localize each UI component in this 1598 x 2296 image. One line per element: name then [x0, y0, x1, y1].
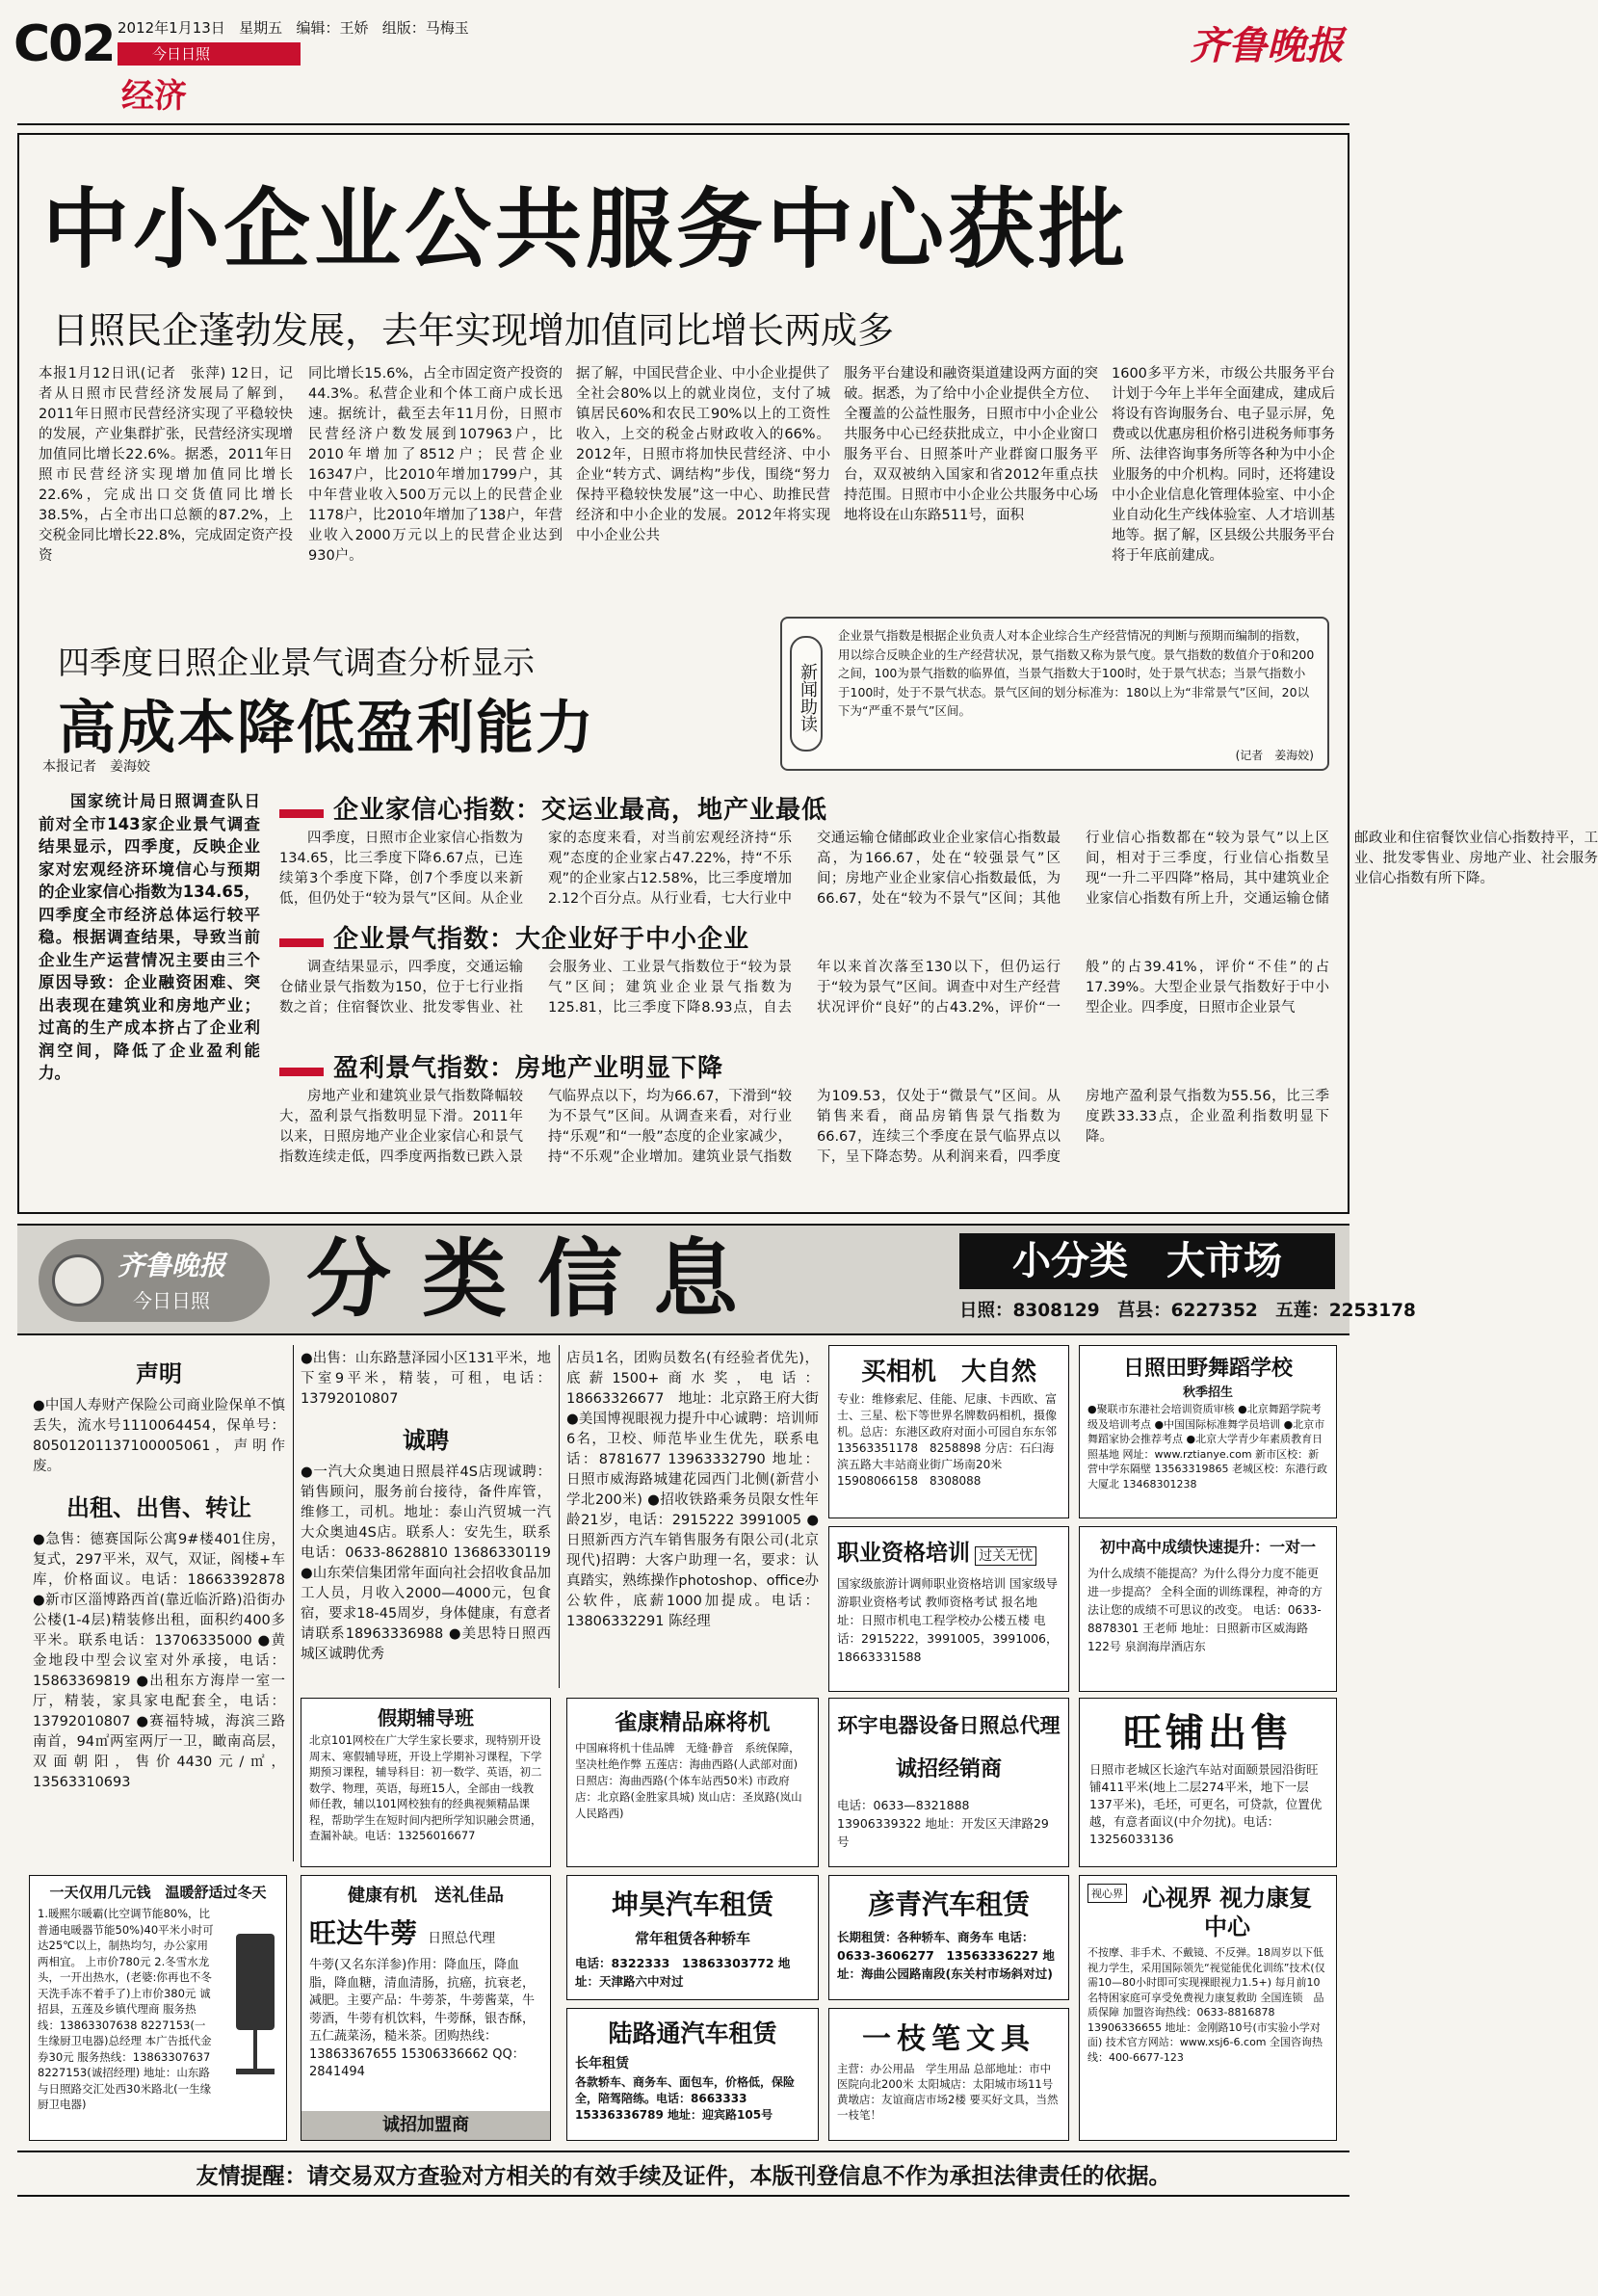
lead-text-3: 据了解，中国民营企业、中小企业提供了全社会80%以上的就业岗位，支付了城镇居民60%和农民工90%以上的工资性收入，上交的税金占财政收入的66%。2012年，日照市将加快民营经济、中小企业“转方式、调结构”步伐，围绕“努力保持平稳较快发展”这一中心、助推民营经济和中小企业的发展。2012年将实现中小企业公共 [576, 366, 830, 543]
designer: 组版：马梅玉 [381, 19, 469, 37]
classified-col-3 [566, 1345, 819, 1688]
red-bar-marker [279, 938, 324, 947]
classified-logo [39, 1239, 270, 1322]
ad-car-rental-kunhao [566, 1875, 819, 2000]
section-name: 经济 [121, 77, 187, 116]
second-headline: 高成本降低盈利能力 [58, 695, 595, 762]
ad-car2-text: 长期租赁：各种轿车、商务车 电话：0633-3606277 13563336227 地址：海曲公园路南段(东关村市场斜对过) [837, 1930, 1055, 1981]
ad-car3-text: 各款轿车、商务车、面包车，价格低，保险全，陪驾陪练。电话：8663333 15336336789 地址：迎宾路105号 [575, 2075, 796, 2122]
subsection-1-body [279, 829, 1598, 910]
subsection-3-heading: 盈利景气指数：房地产业明显下降 [333, 1054, 724, 1083]
page-header [0, 0, 1365, 133]
issue-weekday: 星期五 [239, 19, 283, 37]
classified-brand-sub: 今日日照 [133, 1289, 210, 1312]
red-bar-marker [279, 1068, 324, 1076]
lead-col-1 [39, 364, 293, 588]
page-number: C02 [13, 15, 115, 73]
lead-text-1: 本报1月12日讯(记者 张萍) 12日，记者从日照市民营经济发展局了解到，2011年日照市民营经济实现了平稳较快的发展，产业集群扩张，民营经济实现增加值同比增长22.6%。据悉，2011年日照市民营经济实现增加值同比增长22.6%，完成出口交货值同比增长38.5%，占全市出口总额的87.2%，上交税金同比增长22.8%，完成固定资产投资 [39, 366, 293, 564]
ad-mahjong-title: 雀康精品麻将机 [615, 1710, 771, 1735]
classified-banner [17, 1224, 1416, 1335]
ad-job-tag: 过关无忧 [975, 1546, 1036, 1566]
ad-dance-school [1079, 1345, 1337, 1518]
sidebar-box [780, 617, 1329, 771]
ad-burdock-brand: 旺达牛蒡 [309, 1917, 418, 1949]
ad-holiday-text: 北京101网校在广大学生家长要求，现特别开设周末、寒假辅导班，开设上学期补习课程，下学期预习课程，辅导科目：初一数学、英语，初二数学、物理，英语，每班15人，全部由一线教师任教，辅以101网校独有的经典视频精品课程，帮助学生在短时间内把所学知识融会贯通，查漏补缺。电话：13256016677 [309, 1733, 542, 1842]
ad-heater-text: 1.暖熙尔暖霸(比空调节能80%，比普通电暖器节能50%)40平米小时可达25℃以上，制热均匀，办公家用两相宜。 上市价780元 2.冬雪水龙头，一开出热水，(老婆:你再也不冬天洗手冻不着手了)上市价380元 诚招县，五莲及乡镇代理商 服务热线：13863307638 8227153(一生缘厨卫电器)总经理 本广告抵代金券30元 服务热线：13863307637 8227153(诚招经理) 地址：山东路与日照路交汇处西30米路北(一生缘厨卫电器) [38, 1907, 214, 2111]
ad-elec-sub: 诚招经销商 [895, 1757, 1002, 1781]
rent-heading: 出租、出售、转让 [66, 1494, 251, 1521]
sidebar-text: 企业景气指数是根据企业负责人对本企业综合生产经营情况的判断与预期而编制的指数，用以综合反映企业的生产经营状况，景气指数又称为景气度。景气指数的数值介于0和200之间，100为景气指数的临界值，当景气指数大于100时，处于景气状态；当景气指数小于100时，处于不景气状态。景气区间的划分标准为：180以上为“非常景气”区间，20以下为“严重不景气”区间。 [838, 628, 1315, 718]
heater-image-icon [234, 1934, 276, 2078]
ad-vision-text: 不按摩、非手术、不戴镜、不反弹。18周岁以下低视力学生，采用国际领先“视觉能优化训练”技术(仅需10—80小时即可实现裸眼视力1.5+) 每月前10名特困家庭可享受免费视力康复救助 全国连锁 品质保障 加盟咨询热线：0633-8816878 13906336655 地址：金刚路10号(市实验小学对面) 技术官方网站：www.xsj6-6.com 全国咨询热线：400-6677-123 [1087, 1946, 1325, 2064]
ad-stat-title: 一枝笔文具 [862, 2022, 1035, 2056]
lead-col-4 [844, 364, 1098, 588]
ad-car1-sub: 常年租赁各种轿车 [634, 1930, 750, 1947]
intro-text: 国家统计局日照调查队日前对全市143家企业景气调查结果显示，四季度，反映企业家对宏观经济环境信心与预期的企业家信心指数为134.65，四季度全市经济总体运行较平稳。根据调查结果，导致当前企业生产运营情况主要由三个原因导致：企业融资困难、突出表现在建筑业和房地产业；过高的生产成本挤占了企业利润空间，降低了企业盈利能力。 [39, 792, 260, 1082]
subsection-3-title [279, 1048, 723, 1084]
ad-burdock-brand-row [309, 1913, 542, 1951]
ad-heater [29, 1875, 287, 2141]
ad-mahjong-text: 中国麻将机十佳品牌 无缝·静音 系统保障，坚决杜绝作弊 五莲店：海曲西路(人武部对面) 日照店：海曲西路(个体车站西50米) 市政府店：北京路(金胜家具城) 岚山店：圣岚路(岚山人民路西) [575, 1741, 802, 1820]
header-meta [118, 17, 469, 38]
ad-elec-title: 环宇电器设备日照总代理 [837, 1714, 1061, 1737]
red-bar-marker [279, 809, 324, 818]
subsection-2-heading: 企业景气指数：大企业好于中小企业 [333, 925, 750, 954]
footer-bottom-rule [17, 2195, 1349, 2197]
section-tag: 今日日照 [118, 42, 301, 66]
lead-col-5 [1112, 364, 1335, 588]
lead-col-2 [308, 364, 563, 588]
ad-shop-title: 旺铺出售 [1123, 1711, 1293, 1755]
ad-burdock-text: 牛蒡(又名东洋参)作用：降血压，降血脂，降血糖，清血清肠，抗癌，抗衰老，减肥。主要产品：牛蒡茶，牛蒡酱菜，牛蒡酒，牛蒡有机饮料，牛蒡酥，银杏酥，五仁蔬菜汤，糙米茶。团购热线：13863367655 15306336662 QQ：2841494 [309, 1958, 536, 2079]
second-byline: 本报记者 姜海姣 [42, 759, 150, 775]
second-kicker: 四季度日照企业景气调查分析显示 [58, 644, 535, 681]
statement-text: ●中国人寿财产保险公司商业险保单不慎丢失，流水号1110064454，保单号：80501201137100005061，声明作废。 [33, 1398, 285, 1474]
header-rule [17, 123, 1349, 125]
classified-title: 分类信息 [306, 1229, 770, 1329]
ad-camera [828, 1345, 1069, 1518]
ad-camera-text: 专业：维修索尼、佳能、尼康、卡西欧、富士、三星、松下等世界名牌数码相机，摄像机。总店：东港区政府对面小可园自东东邻 13563351178 8258898 分店：石臼海滨五路大丰站商业街广场南20米 15908066158 8308088 [837, 1392, 1058, 1488]
ad-dance-title: 日照田野舞蹈学校 [1122, 1357, 1293, 1381]
ad-job-title: 职业资格培训 [837, 1541, 970, 1566]
intro-column [39, 790, 260, 1204]
lead-story [17, 133, 1598, 1214]
ad-stat-text: 主营：办公用品 学生用品 总部地址：市中医院向北200米 太阳城店：太阳城市场11号 黄墩店：友谊商店市场2楼 要买好文具，当然一枝笔！ [837, 2062, 1059, 2122]
classified-brand: 齐鲁晚报 [118, 1250, 226, 1281]
ad-tutoring-title: 初中高中成绩快速提升：一对一 [1099, 1538, 1316, 1556]
ad-holiday-class [301, 1698, 551, 1867]
ad-vision-title: 心视界 视力康复中心 [1141, 1885, 1313, 1940]
ad-job-title-row [837, 1535, 1061, 1567]
classified-col-2 [301, 1345, 551, 1688]
subsection-3-body [279, 1087, 1329, 1208]
ad-job-training [828, 1526, 1069, 1692]
footer-disclaimer: 友情提醒：请交易双方查验对方相关的有效手续及证件，本版刊登信息不作为承担法律责任的依据。 [196, 2164, 1171, 2189]
subsection-1-heading: 企业家信心指数：交运业最高，地产业最低 [333, 796, 828, 825]
subsection-3-text: 房地产业和建筑业景气指数降幅较大，盈利景气指数明显下滑。2011年以来，日照房地产业企业家信心和景气指数连续走低，四季度两指数已跌入景气临界点以下，均为66.67，下滑到“较为不景气”区间。从调查来看，对行业持“乐观”和“一般”态度的企业家减少，持“不乐观”企业增加。建筑业景气指数为109.53，仅处于“微景气”区间。从销售来看，商品房销售景气指数为66.67，连续三个季度在景气临界点以下，呈下降态势。从利润来看，四季度房地产盈利景气指数为55.56，比三季度跌33.33点，企业盈利指数明显下降。 [279, 1089, 1329, 1165]
col-divider [293, 1345, 294, 1861]
ad-tutoring [1079, 1526, 1337, 1692]
ad-vision-center [1079, 1875, 1337, 2141]
classified-slogan: 小分类 大市场 [959, 1233, 1335, 1289]
ad-burdock-tagline: 健康有机 送礼佳品 [348, 1886, 504, 1906]
lead-col-3 [576, 364, 830, 588]
lead-text-4: 服务平台建设和融资渠道建设两方面的突破。据悉，为了给中小企业提供全方位、全覆盖的公益性服务，日照市中小企业公共服务中心已经获批成立，中小企业窗口服务平台、日照茶叶产业群窗口服务平台，双双被纳入国家和省2012年重点扶持范围。日照市中小企业公共服务中心场地将设在山东路511号，面积 [844, 366, 1098, 523]
ad-shop-sale [1079, 1698, 1337, 1867]
ad-camera-title: 买相机 大自然 [860, 1358, 1036, 1386]
subsection-1-text: 四季度，日照市企业家信心指数为134.65，比三季度下降6.67点，已连续第3个季度下降，创7个季度以来新低，但仍处于“较为景气”区间。从企业家的态度来看，对当前宏观经济持“乐观”态度的企业家占47.22%，持“不乐观”的企业家占12.58%，比三季度增加2.12个百分点。从行业看，七大行业中交通运输仓储邮政业企业家信心指数最高，为166.67，处在“较强景气”区间；房地产业企业家信心指数最低，为66.67，处在“较为不景气”区间；其他行业信心指数都在“较为景气”以上区间，相对于三季度，行业信心指数呈现“一升二平四降”格局，其中建筑业企业家信心指数有所上升，交通运输仓储邮政业和住宿餐饮业信心指数持平，工业、批发零售业、房地产业、社会服务业信心指数有所下降。 [279, 831, 1598, 907]
ad-stationery [828, 2008, 1069, 2141]
ad-vision-tag: 视心界 [1087, 1884, 1127, 1903]
col3-text: 店员1名，团购员数名(有经验者优先)，底薪1500+商水奖，电话：18663326677 地址：北京路王府大街 ●美国博视眼视力提升中心诚聘：培训师6名，卫校、师范毕业生优先，联系电话：8781677 13963332790 地址：日照市威海路城建花园西门北侧(新营小学北200米) ●招收铁路乘务员限女性年龄21岁，电话：2915222 3991005 ●日照新西方汽车销售服务有限公司(北京现代)招聘：大客户助理一名，要求：认真踏实，熟练操作photoshop、office办公软件，底薪1000加提成。电话：13806332291 陈经理 [566, 1351, 819, 1629]
ad-car1-text: 电话：8322333 13863303772 地址：天津路六中对过 [575, 1956, 791, 1989]
lead-text-5: 1600多平方米，市级公共服务平台计划于今年上半年全面建成，建成后将设有咨询服务台、电子显示屏，免费或以优惠房租价格引进税务师事务所、法律咨询事务所等各种为中小企业服务的中介机构。同时，还将建设中小企业信息化管理体验室、中小企业自动化生产线体验室、人才培训基地等。据了解，区县级公共服务平台将于年底前建成。 [1112, 366, 1335, 564]
editor: 编辑：王娇 [296, 19, 369, 37]
classified-phones: 日照：8308129 莒县：6227352 五莲：2253178 [959, 1301, 1416, 1321]
rent-text: ●急售：德赛国际公寓9#楼401住房，复式，297平米，双气，双证，阁楼+车库，价格面议。电话：18663392878 ●新市区淄博路西首(靠近临沂路)沿街办公楼(1-4层)精装修出租，面积约400多平米。联系电话：13706335000 ●黄金地段中型会议室对外承接，电话：15863369819 ●出租东方海岸一室一厅，精装，家具家电配套全，电话：13792010807 ●赛福特城，海滨三路南首，94㎡两室两厅一卫，瞰南高层，双面朝阳，售价4430元/㎡，13563310693 [33, 1532, 285, 1790]
ad-burdock-cta: 诚招加盟商 [301, 2111, 550, 2140]
statement-heading: 声明 [136, 1360, 182, 1387]
sidebar-signature: (记者 姜海姣) [1235, 749, 1314, 762]
ad-car1-title: 坤昊汽车租赁 [611, 1888, 773, 1920]
ad-car2-title: 彦青汽车租赁 [867, 1888, 1030, 1920]
ad-burdock-agent: 日照总代理 [428, 1931, 496, 1946]
ad-mahjong [566, 1698, 819, 1867]
ad-shop-text: 日照市老城区长途汽车站对面颐景园沿街旺铺411平米(地上二层274平米，地下一层137平米)，毛坯，可更名，可贷款，位置优越，有意者面议(中介勿扰)。电话：13256033136 [1089, 1762, 1323, 1846]
ad-dance-text: ●聚联市东港社会培训资质审核 ●北京舞蹈学院考级及培训考点 ●中国国际标准舞学员培训 ●北京市舞蹈家协会推荐考点 ●北京大学青少年素质教育日照基地 网址：www.rztianye.com 新市区校：新营中学东隔壁 13563319865 老城区校：东港行政大厦北 13468301238 [1087, 1403, 1327, 1491]
ad-elec-text: 电话：0633—8321888 13906339322 地址：开发区天津路29号 [837, 1798, 1049, 1849]
ad-car3-sub: 长年租赁 [575, 2056, 629, 2072]
ad-car-rental-lulutong [566, 2008, 819, 2141]
ad-job-text: 国家级旅游计调师职业资格培训 国家级导游职业资格考试 教师资格考试 报名地址：日照市机电工程学校办公楼五楼 电话：2915222，3991005，3991006，18663331588 [837, 1576, 1059, 1664]
subsection-2-body [279, 958, 1329, 1039]
ad-holiday-title: 假期辅导班 [378, 1706, 474, 1729]
subsection-2-text: 调查结果显示，四季度，交通运输仓储业景气指数为150，位于七行业指数之首；住宿餐饮业、批发零售业、社会服务业、工业景气指数位于“较为景气”区间；建筑业企业景气指数为125.81，比三季度下降8.93点，自去年以来首次落至130以下，但仍运行于“较为景气”区间。调查中对生产经营状况评价“良好”的占43.2%，评价“一般”的占39.41%，评价“不佳”的占17.39%。大型企业景气指数好于中小型企业。四季度，日照市企业景气 [279, 960, 1329, 1016]
lead-headline: 中小企业公共服务中心获批 [42, 179, 1129, 280]
lead-subhead: 日照民企蓬勃发展，去年实现增加值同比增长两成多 [52, 309, 895, 352]
lead-text-2: 同比增长15.6%，占全市固定资产投资的44.3%。私营企业和个体工商户成长迅速。据统计，截至去年11月份，日照市民营经济户数发展到107963户，比2010年增加了8512户；民营企业16347户，比2010年增加1799户，其中年营业收入500万元以上的民营企业1178户，比2010年增加了138户，年营业收入2000万元以上的民营企业达到930户。 [308, 366, 563, 564]
ad-heater-title: 一天仅用几元钱 温暖舒适过冬天 [49, 1884, 267, 1901]
ad-electrical [828, 1698, 1069, 1867]
ad-car-rental-yanqing [828, 1875, 1069, 2000]
hire-text: ●一汽大众奥迪日照晨祥4S店现诚聘：销售顾问，服务前台接待，备件库管，维修工，司机。地址：泰山汽贸城一汽大众奥迪4S店。联系人：安先生，联系电话：0633-8628810 13686330119 ●山东荣信集团常年面向社会招收食品加工人员，月收入2000—4000元，包食宿，要求18-45周岁，身体健康，有意者请联系18963336988 ●美思特日照西城区诚聘优秀 [301, 1465, 551, 1662]
ad-tutoring-text: 为什么成绩不能提高？为什么得分力度不能更进一步提高？ 全科全面的训练课程，神奇的方法让您的成绩不可思议的改变。 电话：0633-8878301 王老师 地址：日照新市区威海路122号 泉润海岸酒店东 [1087, 1567, 1323, 1653]
subsection-1-title [279, 790, 827, 826]
sidebar-tag: 新闻助读 [790, 636, 823, 752]
hire-heading: 诚聘 [403, 1427, 449, 1454]
masthead-logo: 齐鲁晚报 [1190, 23, 1344, 68]
ad-burdock [301, 1875, 551, 2141]
footer-rule [17, 2151, 1349, 2152]
sale-text: ●出售：山东路慧泽园小区131平米，地下室9平米，精装，可租，电话：13792010807 [301, 1351, 551, 1407]
ad-car3-title: 陆路通汽车租赁 [608, 2019, 777, 2047]
subsection-2-title [279, 919, 749, 955]
ad-dance-sub: 秋季招生 [1182, 1386, 1233, 1400]
logo-emblem-icon [52, 1254, 104, 1306]
classified-col-1 [33, 1345, 285, 1861]
col-divider [559, 1345, 560, 1688]
issue-date: 2012年1月13日 [118, 19, 225, 37]
